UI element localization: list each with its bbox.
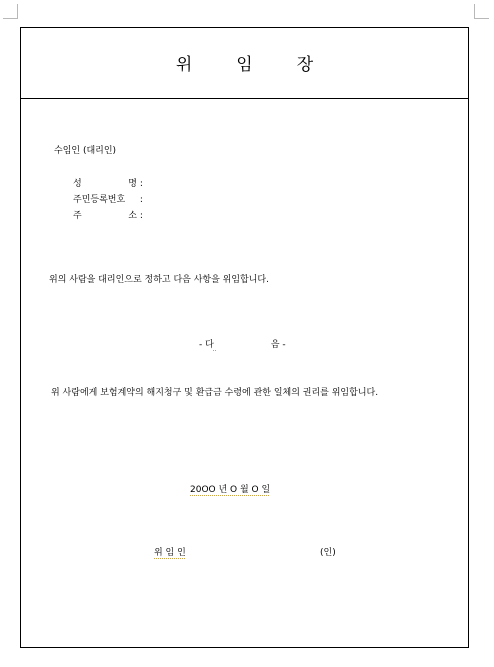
- section-heading-left: - 다: [199, 340, 214, 350]
- field-resident-number-row: [73, 194, 143, 206]
- field-address-colon: :: [139, 211, 143, 221]
- title-char-1: 위: [175, 55, 193, 75]
- crop-mark-top-right: [474, 4, 489, 19]
- section-heading-gap: [214, 339, 271, 351]
- date-line: 20OO 년 O 월 O 일: [190, 485, 271, 495]
- title-char-3: 장: [296, 55, 314, 75]
- field-name-row: [73, 178, 143, 190]
- delegation-statement: 위의 사람을 대리인으로 정하고 다음 사항을 위임합니다.: [49, 275, 269, 285]
- field-resident-number-label: 주민등록번호: [73, 195, 126, 205]
- field-resident-number-colon: :: [139, 195, 143, 205]
- field-name-colon: :: [139, 179, 143, 189]
- section-heading-right: 음 -: [270, 340, 286, 350]
- document-title: [21, 50, 468, 75]
- field-address-label: 주 소: [73, 211, 137, 221]
- delegator-label: 위 임 인: [154, 548, 186, 558]
- title-box: [21, 28, 468, 99]
- field-name-label: 성 명: [73, 179, 137, 189]
- crop-mark-top-left: [3, 4, 18, 19]
- document-frame: [20, 27, 469, 648]
- seal-label: (인): [320, 548, 336, 558]
- delegate-heading: 수임인 (대리인): [54, 146, 117, 156]
- delegation-detail: 위 사람에게 보험계약의 해지청구 및 환급금 수령에 관한 일체의 권리를 위임합니다.: [51, 388, 379, 398]
- title-char-2: 임: [236, 55, 253, 75]
- field-address-row: [73, 210, 143, 222]
- section-heading: [199, 339, 286, 351]
